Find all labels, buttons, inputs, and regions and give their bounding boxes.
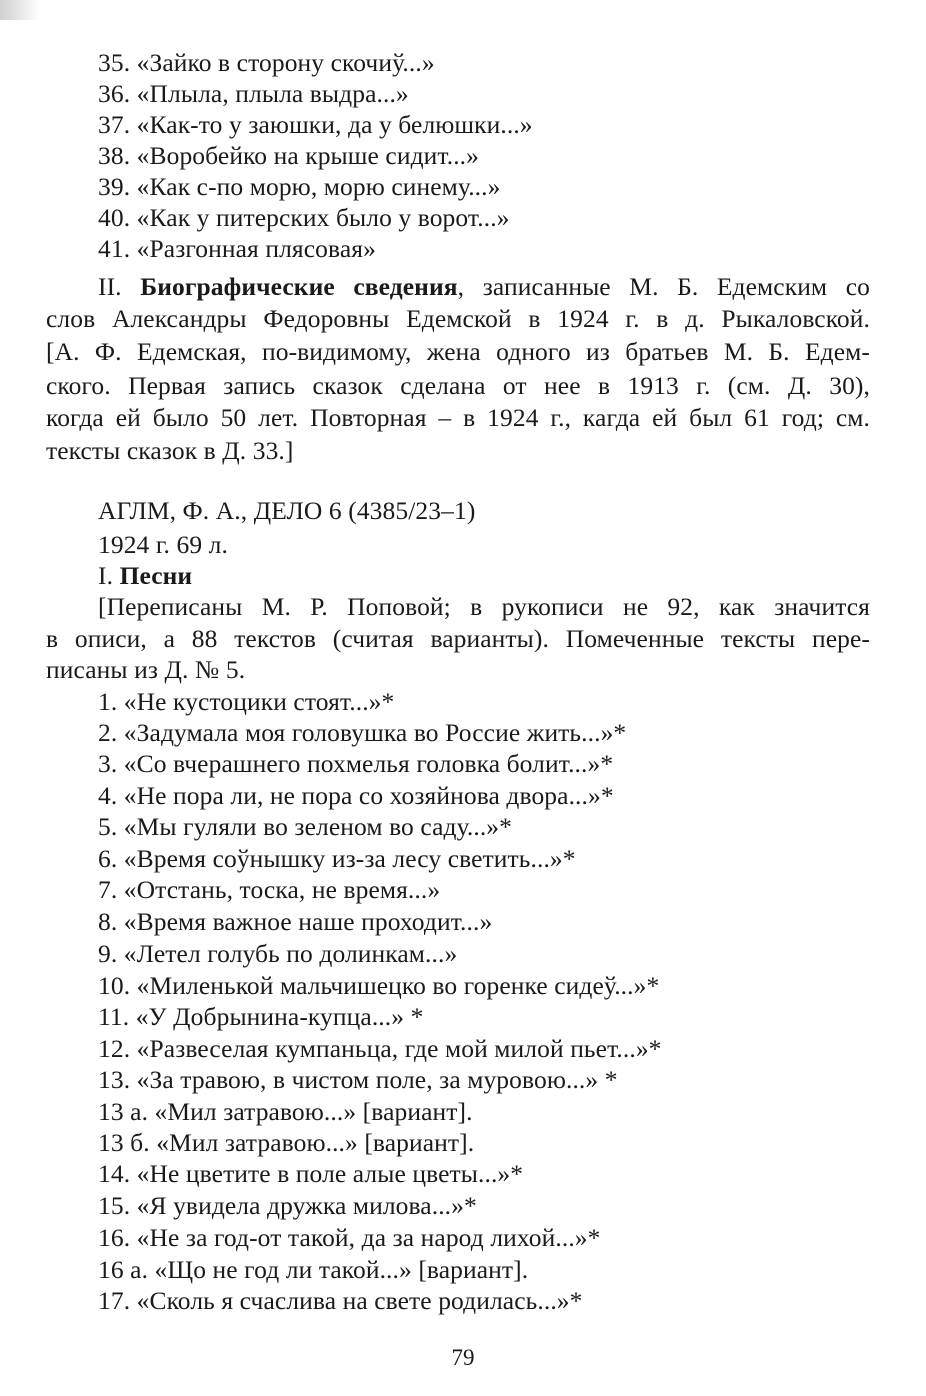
section-number: I. xyxy=(98,561,114,590)
list-item: 7. «Отстань, тоска, не время...» xyxy=(98,875,441,904)
list-item: 9. «Летел голубь по долинкам...» xyxy=(98,939,458,968)
list-item: 13 б. «Мил затравою...» [вариант]. xyxy=(98,1128,475,1157)
list-item: 39. «Как с-по морю, морю синему...» xyxy=(98,172,501,201)
section-title-line xyxy=(98,560,192,591)
archive-reference: АГЛМ, Ф. А., ДЕЛО 6 (4385/23–1) xyxy=(98,496,476,525)
list-item: 13 а. «Мил затравою...» [вариант]. xyxy=(98,1097,473,1126)
biography-first-line xyxy=(98,271,870,302)
list-item: 41. «Разгонная плясовая» xyxy=(98,234,376,263)
biography-line: [А. Ф. Едемская, по-видимому, жена одного из братьев М. Б. Едем- xyxy=(46,337,870,366)
list-item: 6. «Время соўнышку из-за лесу светить...»* xyxy=(98,844,576,873)
section-heading: Биографические сведения xyxy=(140,272,458,301)
biography-text: , записанные М. Б. Едемским со xyxy=(457,272,870,301)
list-item: 17. «Сколь я счаслива на свете родилась...»* xyxy=(98,1286,583,1315)
list-item: 14. «Не цветите в поле алые цветы...»* xyxy=(98,1159,524,1188)
list-item: 5. «Мы гуляли во зеленом во саду...»* xyxy=(98,812,513,841)
scan-smudge xyxy=(0,0,40,20)
list-item: 8. «Время важное наше проходит...» xyxy=(98,907,493,936)
list-item: 38. «Воробейко на крыше сидит...» xyxy=(98,141,480,170)
biography-line: слов Александры Федоровны Едемской в 1924 г. в д. Рыкаловской. xyxy=(46,304,870,333)
list-item: 16. «Не за год-от такой, да за народ лихой...»* xyxy=(98,1223,601,1252)
section-number: II. xyxy=(98,272,122,301)
note-line: [Переписаны М. Р. Поповой; в рукописи не 92, как значится xyxy=(98,592,870,621)
list-item: 13. «За травою, в чистом поле, за муровою...» * xyxy=(98,1065,618,1094)
archive-year: 1924 г. 69 л. xyxy=(98,530,228,559)
note-line: в описи, а 88 текстов (считая варианты). Помеченные тексты пере- xyxy=(46,624,870,653)
biography-line: тексты сказок в Д. 33.] xyxy=(46,436,294,465)
page-number: 79 xyxy=(451,1345,475,1370)
list-item: 36. «Плыла, плыла выдра...» xyxy=(98,79,409,108)
list-item: 10. «Миленькой мальчишецко во горенке сидеў...»* xyxy=(98,971,660,1000)
list-item: 12. «Развеселая кумпаньца, где мой милой пьет...»* xyxy=(98,1034,662,1063)
list-item: 1. «Не кустоцики стоят...»* xyxy=(98,687,395,716)
list-item: 11. «У Добрынина-купца...» * xyxy=(98,1002,424,1031)
list-item: 16 а. «Що не год ли такой...» [вариант]. xyxy=(98,1255,529,1284)
note-line: писаны из Д. № 5. xyxy=(46,655,246,684)
biography-line: когда ей было 50 лет. Повторная – в 1924 г., кагда ей был 61 год; см. xyxy=(46,403,870,432)
list-item: 4. «Не пора ли, не пора со хозяйнова двора...»* xyxy=(98,781,614,810)
list-item: 3. «Со вчерашнего похмелья головка болит...»* xyxy=(98,749,614,778)
list-item: 2. «Задумала моя головушка во Россие жить...»* xyxy=(98,718,627,747)
list-item: 40. «Как у питерских было у ворот...» xyxy=(98,203,510,232)
section-heading: Песни xyxy=(119,561,193,590)
biography-line: ского. Первая запись сказок сделана от нее в 1913 г. (см. Д. 30), xyxy=(46,371,870,400)
list-item: 35. «Зайко в сторону скочиў...» xyxy=(98,48,435,77)
list-item: 15. «Я увидела дружка милова...»* xyxy=(98,1191,477,1220)
list-item: 37. «Как-то у заюшки, да у белюшки...» xyxy=(98,110,533,139)
